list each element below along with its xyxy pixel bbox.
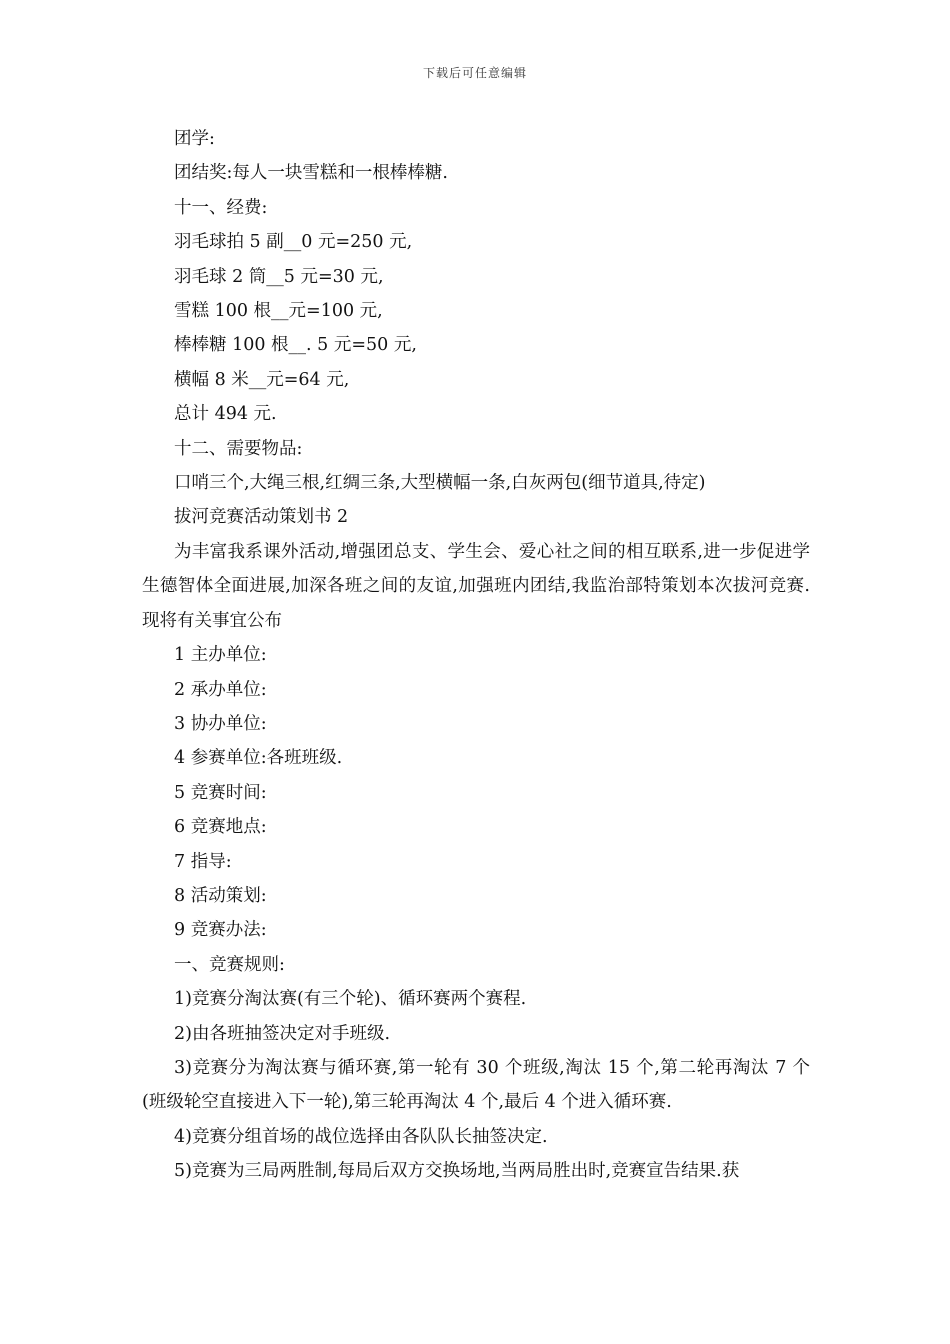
list-item: 7 指导: — [174, 851, 232, 872]
text-line: 团结奖:每人一块雪糕和一根棒棒糖. — [174, 163, 448, 184]
text-line: 口哨三个,大绳三根,红绸三条,大型横幅一条,白灰两包(细节道具,待定) — [174, 473, 706, 494]
rule-item: 5)竞赛为三局两胜制,每局后双方交换场地,当两局胜出时,竞赛宣告结果.获 — [174, 1161, 740, 1182]
section-heading: 十一、经费: — [174, 197, 268, 218]
list-item: 8 活动策划: — [174, 885, 267, 906]
list-item: 1 主办单位: — [174, 645, 267, 666]
rule-item: 2)由各班抽签决定对手班级. — [174, 1023, 391, 1044]
document-body — [142, 122, 810, 1189]
rule-item: 4)竞赛分组首场的战位选择由各队队长抽签决定. — [174, 1126, 548, 1147]
list-item: 6 竞赛地点: — [174, 817, 267, 838]
budget-item: 羽毛球拍 5 副__0 元=250 元, — [174, 232, 413, 253]
rule-paragraph: 3)竞赛分为淘汰赛与循环赛,第一轮有 30 个班级,淘汰 15 个,第二轮再淘汰 7 个(班级轮空直接进入下一轮),第三轮再淘汰 4 个,最后 4 个进入循环赛. — [142, 1057, 810, 1113]
list-item: 9 竞赛办法: — [174, 920, 267, 941]
section-heading: 一、竞赛规则: — [174, 954, 285, 975]
budget-item: 棒棒糖 100 根__. 5 元=50 元, — [174, 335, 417, 356]
list-item: 5 竞赛时间: — [174, 782, 267, 803]
budget-item: 羽毛球 2 筒__5 元=30 元, — [174, 266, 384, 287]
document-title: 拔河竞赛活动策划书 2 — [174, 507, 349, 528]
list-item: 3 协办单位: — [174, 713, 267, 734]
text-line: 团学: — [174, 129, 215, 149]
intro-paragraph: 为丰富我系课外活动,增强团总支、学生会、爱心社之间的相互联系,进一步促进学生德智体全面进展,加深各班之间的友谊,加强班内团结,我监治部特策划本次拔河竞赛.现将有关事宜公布 — [142, 541, 810, 631]
section-heading: 十二、需要物品: — [174, 438, 303, 459]
budget-item: 横幅 8 米__元=64 元, — [174, 369, 350, 390]
budget-total: 总计 494 元. — [174, 404, 277, 425]
list-item: 4 参赛单位:各班班级. — [174, 748, 343, 769]
rule-item: 1)竞赛分淘汰赛(有三个轮)、循环赛两个赛程. — [174, 989, 527, 1010]
page-header: 下载后可任意编辑 — [422, 66, 527, 80]
list-item: 2 承办单位: — [174, 679, 267, 700]
budget-item: 雪糕 100 根__元=100 元, — [174, 301, 383, 322]
